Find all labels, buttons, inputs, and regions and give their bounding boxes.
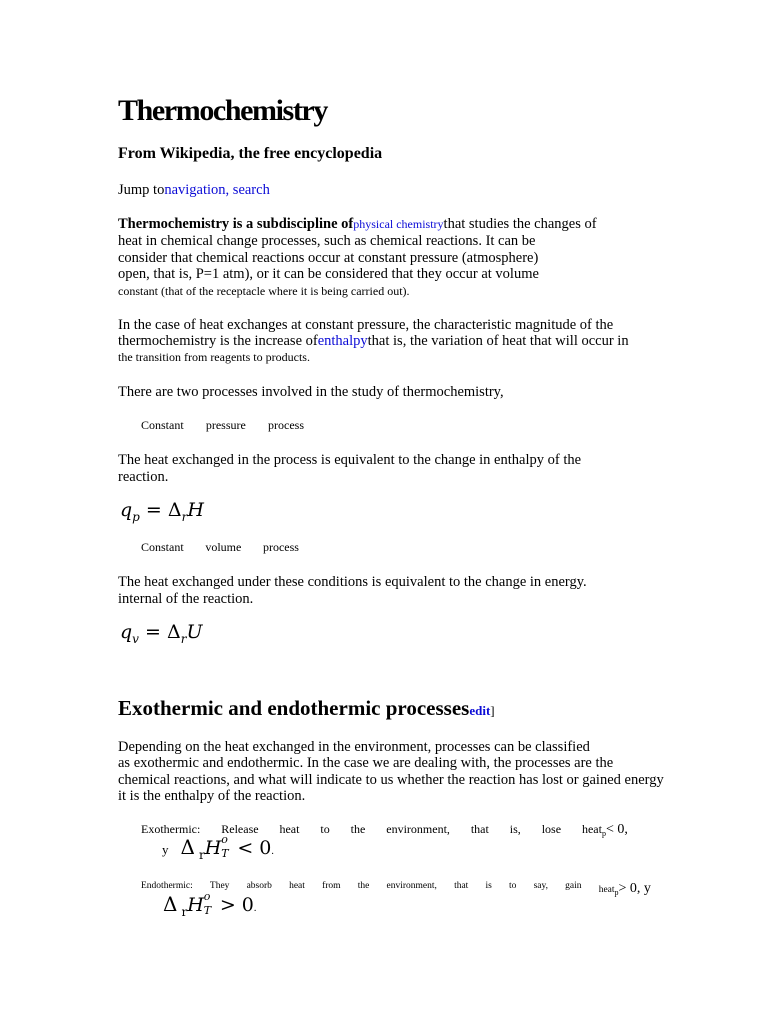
exo-word: Release xyxy=(221,822,259,836)
eq-sub-r: r xyxy=(180,632,187,646)
intro-line-1 xyxy=(118,216,597,233)
exo-rel: < 0 xyxy=(231,837,272,859)
exo-sup-o: o xyxy=(221,833,228,846)
heat-line-2 xyxy=(118,333,629,350)
exo-word: environment, xyxy=(386,822,450,836)
exo-word: lose xyxy=(541,822,562,836)
section-line-2: as exothermic and endothermic. In the case we are dealing with, the processes are the xyxy=(118,755,614,771)
intro-line-1-rest: that studies the changes of xyxy=(443,216,597,232)
exo-y: y xyxy=(162,842,169,857)
two-processes-text: There are two processes involved in the study of thermochemistry, xyxy=(118,384,504,400)
section-line-4: it is the enthalpy of the reaction. xyxy=(118,788,306,804)
process1-desc-1: The heat exchanged in the process is equivalent to the change in enthalpy of the xyxy=(118,452,582,468)
section-heading-text: Exothermic and endothermic processes xyxy=(118,696,470,720)
edit-link[interactable]: edit xyxy=(469,703,491,718)
endo-word: absorb xyxy=(246,881,272,891)
endo-r: r xyxy=(181,905,188,919)
eq-sub-r: r xyxy=(181,510,188,524)
exo-word: heat xyxy=(279,822,300,836)
endo-word: to xyxy=(509,881,517,891)
eq-sub-p: p xyxy=(132,510,140,524)
heat-line-1: In the case of heat exchanges at constant pressure, the characteristic magnitude of the xyxy=(118,317,614,333)
exo-word-tail xyxy=(582,822,628,838)
endo-word: heat xyxy=(289,881,305,891)
endo-word: is xyxy=(485,881,492,891)
eq-H: H xyxy=(187,499,204,521)
process2-title xyxy=(141,540,299,555)
process1-word: pressure xyxy=(205,418,246,432)
endo-word: from xyxy=(322,881,341,891)
exo-sub-T: T xyxy=(221,847,229,860)
navigation-link[interactable]: navigation xyxy=(164,182,226,198)
endo-word: environment, xyxy=(386,881,437,891)
eq-equals-delta: = Δ xyxy=(138,621,181,643)
process1-word: Constant xyxy=(141,418,184,432)
process1-title xyxy=(141,418,304,433)
enthalpy-equation xyxy=(120,499,204,524)
section-heading xyxy=(118,696,495,721)
process2-word: process xyxy=(262,540,299,554)
process2-word: Constant xyxy=(141,540,184,554)
heat-line-2-pre: thermochemistry is the increase of xyxy=(118,333,318,349)
endo-delta: Δ xyxy=(163,892,178,916)
jump-links xyxy=(118,182,270,199)
endo-word: say, xyxy=(533,881,548,891)
endothermic-formula xyxy=(163,890,257,919)
edit-bracket: ] xyxy=(490,703,495,718)
endo-sub-p: p xyxy=(614,888,619,897)
physical-chemistry-link[interactable]: physical chemistry xyxy=(353,217,444,231)
endo-sub-T: T xyxy=(203,904,212,917)
jump-prefix: Jump to xyxy=(118,182,165,198)
exo-word: that xyxy=(470,822,489,836)
endo-period: . xyxy=(253,903,257,914)
intro-line-5: constant (that of the receptacle where it is being carried out). xyxy=(118,284,410,298)
exo-word: the xyxy=(350,822,366,836)
process1-word: process xyxy=(268,418,304,432)
endo-H: H xyxy=(187,894,204,916)
eq-q: q xyxy=(120,621,133,643)
page-subtitle: From Wikipedia, the free encyclopedia xyxy=(118,145,383,162)
endo-tail: > 0, y xyxy=(618,881,651,896)
endo-heat: heat xyxy=(598,885,615,895)
energy-equation xyxy=(120,621,203,646)
endo-sup-o: o xyxy=(203,890,211,903)
exo-r: r xyxy=(198,848,205,862)
endothermic-label: Endothermic: xyxy=(141,881,193,891)
enthalpy-link[interactable]: enthalpy xyxy=(317,333,368,349)
section-line-1: Depending on the heat exchanged in the environment, processes can be classified xyxy=(118,739,590,755)
eq-q: q xyxy=(120,499,133,521)
intro-line-3: consider that chemical reactions occur at constant pressure (atmosphere) xyxy=(118,250,539,266)
search-link[interactable]: search xyxy=(232,182,270,198)
exo-delta: Δ xyxy=(180,835,195,859)
endo-word: that xyxy=(454,881,469,891)
exo-H: H xyxy=(204,837,222,859)
endo-word-tail xyxy=(599,881,651,897)
exo-heat: heat xyxy=(581,822,602,836)
process2-desc-1: The heat exchanged under these conditions is equivalent to the change in energy. xyxy=(118,574,587,590)
exo-word: is, xyxy=(509,822,521,836)
endo-word: They xyxy=(209,881,230,891)
process2-word: volume xyxy=(205,540,242,554)
exo-period: . xyxy=(271,846,274,857)
exo-tail: < 0, xyxy=(605,822,628,837)
endo-word: gain xyxy=(565,881,582,891)
eq-sub-v: v xyxy=(132,632,139,646)
section-line-3: chemical reactions, and what will indicate to us whether the reaction has lost or gained energy xyxy=(118,772,664,788)
intro-line-2: heat in chemical change processes, such as chemical reactions. It can be xyxy=(118,233,536,249)
jump-separator: , xyxy=(225,182,233,198)
heat-line-3: the transition from reagents to products. xyxy=(118,350,310,364)
eq-equals-delta: = Δ xyxy=(139,499,182,521)
heat-line-2-post: that is, the variation of heat that will occur in xyxy=(367,333,629,349)
exothermic-formula xyxy=(162,833,274,862)
page-title: Thermochemistry xyxy=(118,94,327,127)
exo-word: to xyxy=(320,822,330,836)
exothermic-label: Exothermic: xyxy=(141,822,201,836)
eq-U: U xyxy=(186,621,203,643)
intro-line-4: open, that is, P=1 atm), or it can be considered that they occur at volume xyxy=(118,266,539,282)
endo-word: the xyxy=(357,881,370,891)
endo-rel: > 0 xyxy=(213,894,254,916)
exo-sub-p: p xyxy=(601,829,606,838)
process1-desc-2: reaction. xyxy=(118,469,169,485)
intro-bold-lead: Thermochemistry is a subdiscipline of xyxy=(118,216,354,232)
process2-desc-2: internal of the reaction. xyxy=(118,591,254,607)
